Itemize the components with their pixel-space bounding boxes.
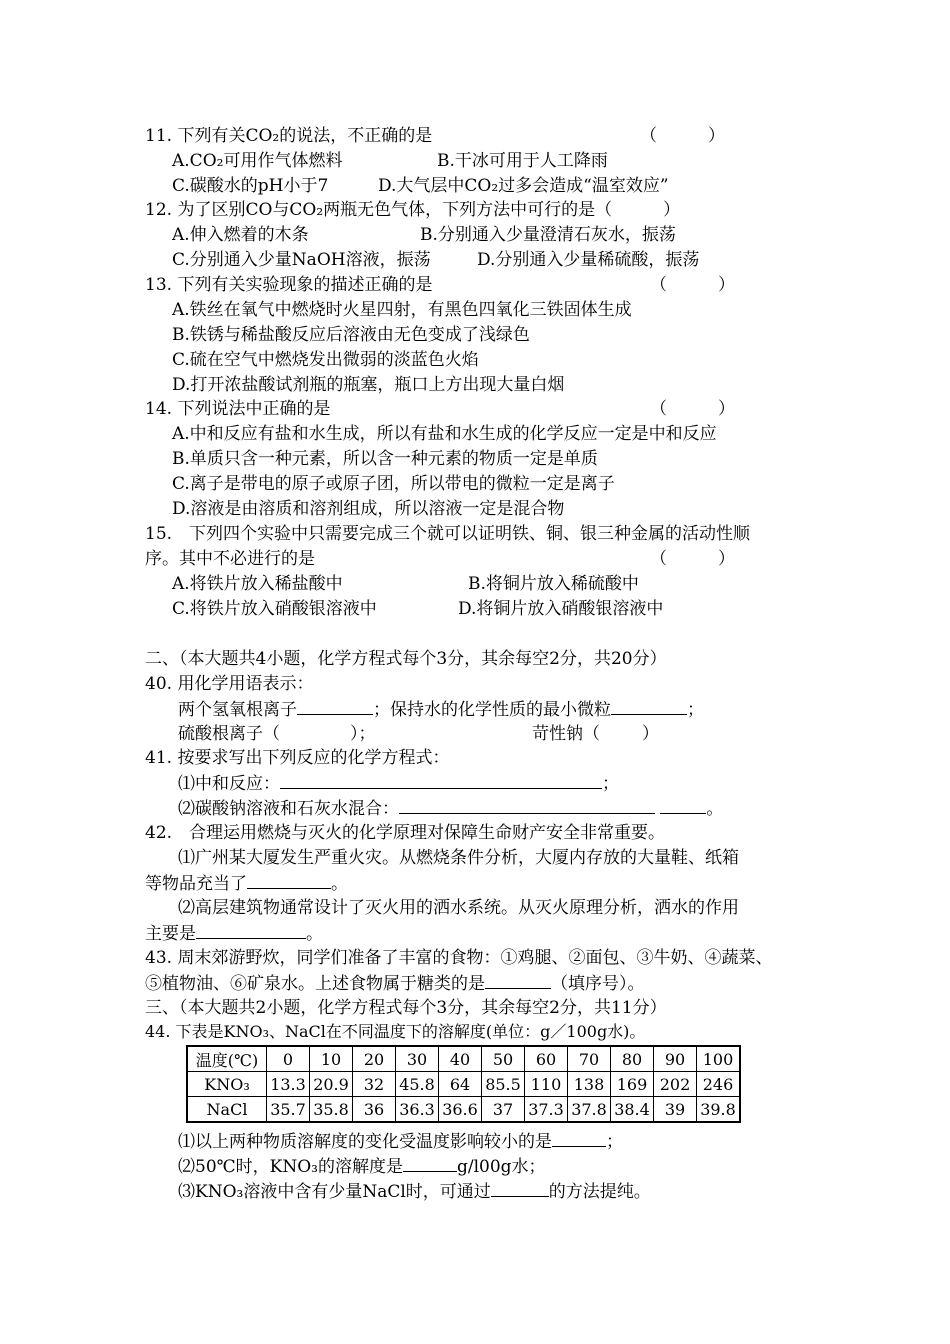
q40-blank-water-particle[interactable] [611, 698, 687, 715]
table-header-cell: 90 [654, 1046, 697, 1072]
table-cell: 35.7 [267, 1097, 310, 1123]
q14-option-d: D.溶液是由溶质和溶剂组成，所以溶液一定是混合物 [172, 499, 565, 519]
table-header-cell: 30 [396, 1046, 439, 1072]
q41-sub1 [178, 772, 619, 795]
q41-sub1-label: ⑴中和反应： [178, 774, 280, 794]
q15-option-c: C.将铁片放入硝酸银溶液中 [172, 599, 377, 619]
table-cell: 37.3 [525, 1097, 568, 1123]
q14-option-b: B.单质只含一种元素，所以含一种元素的物质一定是单质 [172, 449, 598, 469]
table-header-cell: 80 [611, 1046, 654, 1072]
q12-option-a: A.伸入燃着的木条 [172, 225, 309, 245]
q41-sub2-label: ⑵碳酸钠溶液和石灰水混合： [178, 799, 399, 819]
q13-option-c: C.硫在空气中燃烧发出微弱的淡蓝色火焰 [172, 350, 479, 370]
q11-option-c: C.碳酸水的pH小于7 [172, 176, 329, 196]
table-cell: 64 [439, 1072, 482, 1097]
q15-answer-paren: （ ） [650, 549, 735, 569]
q44-sub1 [178, 1130, 623, 1153]
q42-sub1-line1: ⑴广州某大厦发生严重火灾。从燃烧条件分析，大厦内存放的大量鞋、纸箱 [178, 848, 739, 868]
table-cell: 169 [611, 1072, 654, 1097]
q43-blank-sugar[interactable] [485, 972, 551, 989]
table-cell: 246 [697, 1072, 741, 1097]
table-header-cell: 0 [267, 1046, 310, 1072]
q13-stem: 13. 下列有关实验现象的描述正确的是 [145, 275, 433, 295]
table-row-nacl [187, 1097, 740, 1123]
table-cell: NaCl [187, 1097, 267, 1123]
q42-blank-sprinkler[interactable] [196, 922, 306, 939]
table-cell: 20.9 [310, 1072, 353, 1097]
q43-line2 [145, 972, 645, 995]
q41-blank-carbonate[interactable] [399, 797, 655, 814]
q43-end: （填序号）。 [551, 974, 645, 994]
table-header-cell: 20 [353, 1046, 396, 1072]
table-cell: 36 [353, 1097, 396, 1123]
q11-stem: 11. 下列有关CO₂的说法，不正确的是 [145, 126, 433, 146]
table-cell: 45.8 [396, 1072, 439, 1097]
table-header-cell: 温度(℃) [187, 1046, 267, 1072]
q42-sub2-line1: ⑵高层建筑物通常设计了灭火用的洒水系统。从灭火原理分析，洒水的作用 [178, 898, 739, 918]
q40-sulfate-end: ）； [350, 724, 376, 744]
q44-sub3-end: 的方法提纯。 [548, 1182, 651, 1202]
q42-blank-fuel[interactable] [247, 872, 331, 889]
q13-option-a: A.铁丝在氧气中燃烧时火星四射，有黑色四氧化三铁固体生成 [172, 300, 632, 320]
q40-sulfate-label: 硫酸根离子（ [178, 724, 280, 744]
q11-option-a: A.CO₂可用作气体燃料 [172, 151, 343, 171]
q41-sub1-end: ； [602, 774, 619, 794]
q41-sub2-end: 。 [706, 799, 724, 819]
q13-option-d: D.打开浓盐酸试剂瓶的瓶塞，瓶口上方出现大量白烟 [172, 375, 565, 395]
table-cell: KNO₃ [187, 1072, 267, 1097]
q41-blank-neutralization[interactable] [280, 772, 602, 789]
q44-blank-less-affected[interactable] [552, 1130, 606, 1147]
q14-answer-paren: （ ） [650, 399, 735, 419]
table-cell: 36.6 [439, 1097, 482, 1123]
table-cell: 39 [654, 1097, 697, 1123]
q44-sub2-end: g/l00g水； [456, 1157, 546, 1177]
q13-answer-paren: （ ） [650, 275, 735, 295]
table-header-cell: 50 [482, 1046, 525, 1072]
q40-line2a [178, 723, 376, 745]
table-header-cell: 60 [525, 1046, 568, 1072]
q13-option-b: B.铁锈与稀盐酸反应后溶液由无色变成了浅绿色 [172, 325, 530, 345]
table-cell: 138 [568, 1072, 611, 1097]
q40-line1 [178, 698, 704, 721]
q42-sub2-label: 主要是 [145, 924, 196, 944]
q44-sub2 [178, 1155, 546, 1178]
q40-hydroxide-label: 两个氢氧根离子 [178, 700, 297, 720]
table-cell: 39.8 [697, 1097, 741, 1123]
q40-naoh-label: 苛性钠（ [532, 724, 600, 744]
q15-stem-line2: 序。其中不必进行的是 [145, 549, 315, 569]
q44-sub3-label: ⑶KNO₃溶液中含有少量NaCl时，可通过 [178, 1182, 491, 1202]
q44-blank-purification[interactable] [491, 1180, 549, 1197]
q40-naoh-end: ） [642, 724, 659, 744]
q41-sub2 [178, 797, 723, 820]
table-header-row [187, 1046, 740, 1072]
table-header-cell: 40 [439, 1046, 482, 1072]
q14-option-c: C.离子是带电的原子或原子团，所以带电的微粒一定是离子 [172, 474, 615, 494]
q42-stem: 42. 合理运用燃烧与灭火的化学原理对保障生命财产安全非常重要。 [145, 823, 666, 843]
q40-blank-hydroxide[interactable] [297, 698, 373, 715]
q12-option-c: C.分别通入少量NaOH溶液，振荡 [172, 250, 431, 270]
q42-sub2-end: 。 [306, 924, 323, 944]
q42-sub1-end: 。 [331, 874, 348, 894]
q44-sub1-end: ； [606, 1132, 623, 1152]
q44-sub3 [178, 1180, 651, 1203]
table-header-cell: 10 [310, 1046, 353, 1072]
q14-stem: 14. 下列说法中正确的是 [145, 399, 331, 419]
q14-option-a: A.中和反应有盐和水生成，所以有盐和水生成的化学反应一定是中和反应 [172, 424, 717, 444]
table-cell: 35.8 [310, 1097, 353, 1123]
table-cell: 37.8 [568, 1097, 611, 1123]
table-cell: 32 [353, 1072, 396, 1097]
q44-sub1-label: ⑴以上两种物质溶解度的变化受温度影响较小的是 [178, 1132, 552, 1152]
q11-answer-paren: （ ） [640, 126, 725, 146]
q40-line1-end: ； [687, 700, 704, 720]
q11-option-b: B.干冰可用于人工降雨 [437, 151, 608, 171]
q11-option-d: D.大气层中CO₂过多会造成“温室效应” [378, 176, 669, 196]
q44-stem: 44. 下表是KNO₃、NaCl在不同温度下的溶解度(单位：g／100g水)。 [145, 1022, 646, 1041]
q12-stem: 12. 为了区别CO与CO₂两瓶无色气体，下列方法中可行的是（ ） [145, 200, 681, 220]
table-cell: 37 [482, 1097, 525, 1123]
table-cell: 13.3 [267, 1072, 310, 1097]
q44-sub2-label: ⑵50℃时，KNO₃的溶解度是 [178, 1157, 403, 1177]
q12-option-b: B.分别通入少量澄清石灰水，振荡 [420, 225, 676, 245]
q40-water-label: ；保持水的化学性质的最小微粒 [373, 700, 611, 720]
q43-label: ⑤植物油、⑥矿泉水。上述食物属于糖类的是 [145, 974, 485, 994]
section-2-heading: 二、（本大题共4小题，化学方程式每个3分，其余每空2分，共20分） [145, 649, 667, 669]
q43-line1: 43. 周末郊游野炊，同学们准备了丰富的食物：①鸡腿、②面包、③牛奶、④蔬菜、 [145, 948, 773, 968]
section-3-heading: 三、（本大题共2小题，化学方程式每个3分，其余每空2分，共11分） [145, 998, 667, 1018]
q15-stem-line1: 15. 下列四个实验中只需要完成三个就可以证明铁、铜、银三种金属的活动性顺 [145, 524, 751, 544]
q15-option-d: D.将铜片放入硝酸银溶液中 [458, 599, 664, 619]
q42-sub2-line2 [145, 922, 323, 945]
q41-blank-carbonate-2[interactable] [660, 797, 706, 814]
q42-sub1-line2 [145, 872, 348, 895]
q40-stem: 40. 用化学用语表示： [145, 674, 314, 694]
solubility-table [186, 1045, 741, 1123]
table-cell: 202 [654, 1072, 697, 1097]
table-cell: 36.3 [396, 1097, 439, 1123]
table-header-cell: 100 [697, 1046, 741, 1072]
table-cell: 110 [525, 1072, 568, 1097]
q15-option-b: B.将铜片放入稀硫酸中 [468, 574, 639, 594]
table-cell: 85.5 [482, 1072, 525, 1097]
table-cell: 38.4 [611, 1097, 654, 1123]
q12-option-d: D.分别通入少量稀硫酸，振荡 [477, 250, 700, 270]
q15-option-a: A.将铁片放入稀盐酸中 [172, 574, 343, 594]
table-header-cell: 70 [568, 1046, 611, 1072]
q40-line2b [532, 723, 659, 745]
table-row-kno3 [187, 1072, 740, 1097]
q41-stem: 41. 按要求写出下列反应的化学方程式： [145, 748, 450, 768]
q44-blank-kno3-solubility[interactable] [403, 1155, 457, 1172]
q42-sub1-label: 等物品充当了 [145, 874, 247, 894]
